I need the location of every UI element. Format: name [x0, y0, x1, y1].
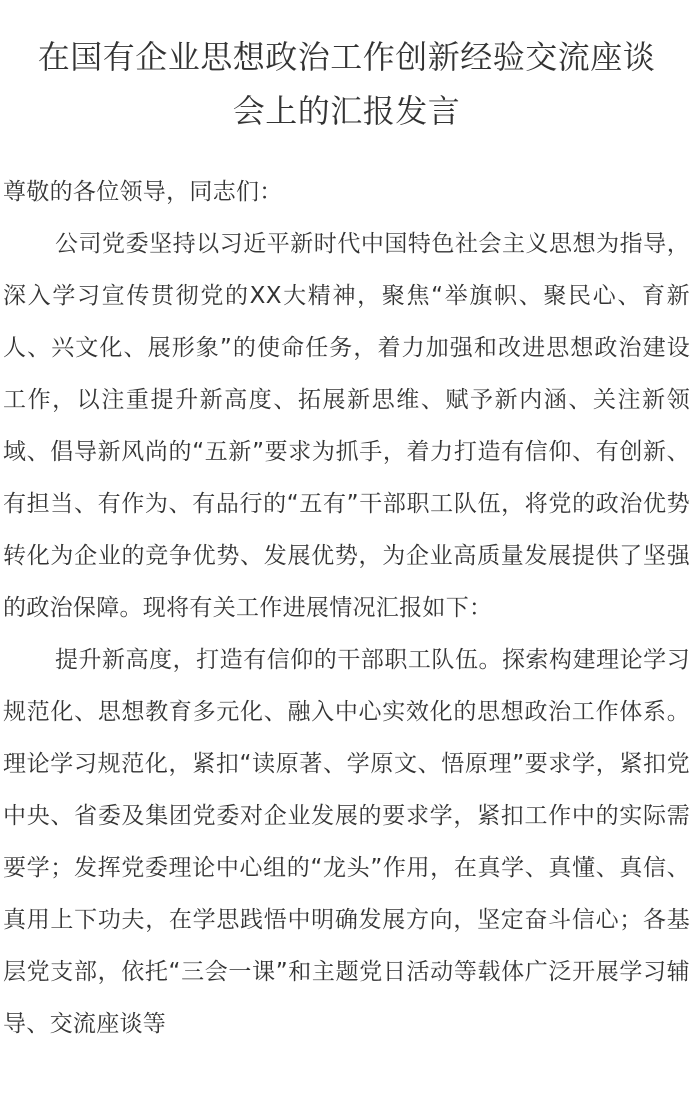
paragraph-2: 提升新高度，打造有信仰的干部职工队伍。探索构建理论学习规范化、思想教育多元化、融入中心实效化的思想政治工作体系。理论学习规范化，紧扣“读原著、学原文、悟原理”要求学，紧扣党中央、省委及集团党委对企业发展的要求学，紧扣工作中的实际需要学；发挥党委理论中心组的“龙头”作用，在真学、真懂、真信、真用上下功夫，在学思践悟中明确发展方向，坚定奋斗信心；各基层党支部，依托“三会一课”和主题党日活动等载体广泛开展学习辅导、交流座谈等 [3, 647, 690, 1037]
document-body [0, 166, 693, 1050]
title-line-1: 在国有企业思想政治工作创新经验交流座谈 [37, 38, 656, 76]
title-line-2: 会上的汇报发言 [232, 92, 461, 130]
paragraph-1: 公司党委坚持以习近平新时代中国特色社会主义思想为指导，深入学习宣传贯彻党的XX大精神，聚焦“举旗帜、聚民心、育新人、兴文化、展形象”的使命任务，着力加强和改进思想政治建设工作，以注重提升新高度、拓展新思维、赋予新内涵、关注新领域、倡导新风尚的“五新”要求为抓手，着力打造有信仰、有创新、有担当、有作为、有品行的“五有”干部职工队伍，将党的政治优势转化为企业的竞争优势、发展优势，为企业高质量发展提供了坚强的政治保障。现将有关工作进展情况汇报如下： [3, 231, 690, 621]
salutation: 尊敬的各位领导，同志们： [3, 179, 283, 205]
document-title [0, 0, 693, 138]
